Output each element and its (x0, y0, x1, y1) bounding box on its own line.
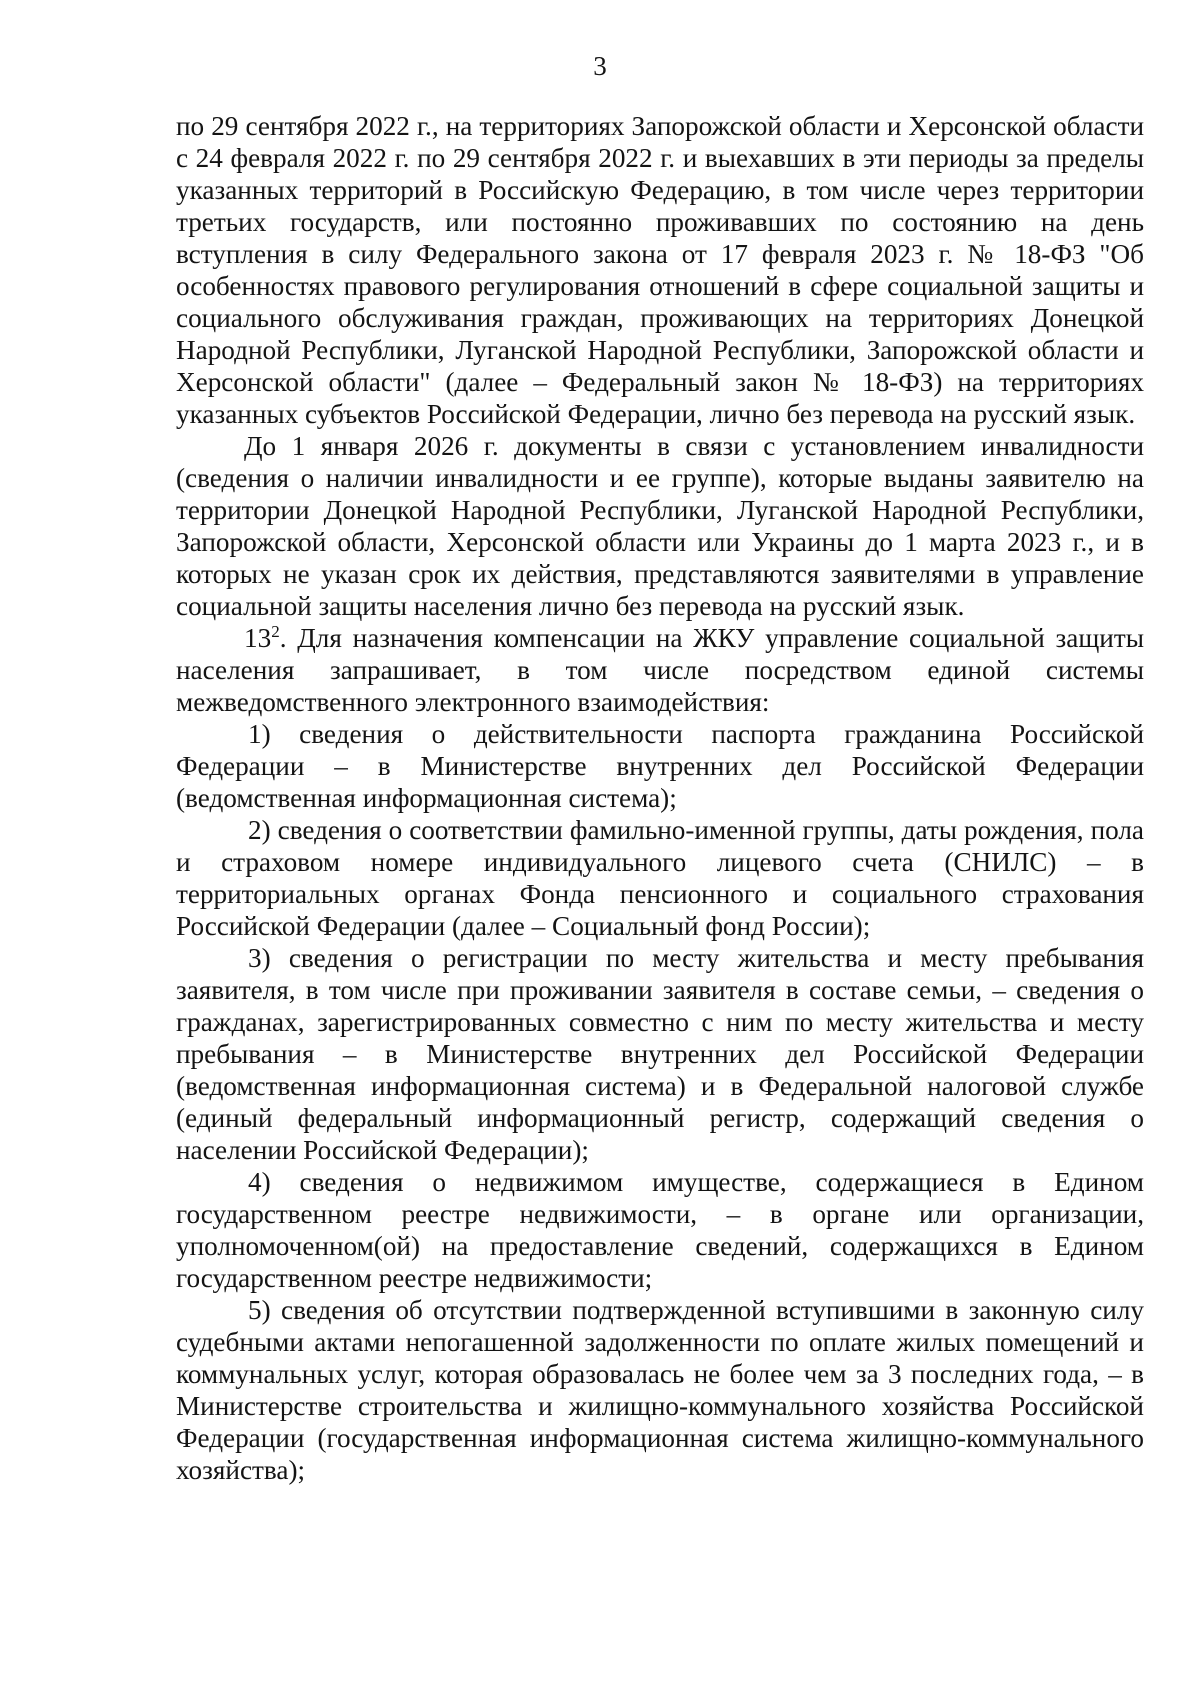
list-item-1-passport: 1) сведения о действительности паспорта гражданина Российской Федерации – в Министерстве внутренних дел Российской Федерации (ведомственная информационная система); (176, 719, 1144, 813)
clause-13-2 (176, 622, 1144, 718)
clause-number: 13 (244, 623, 272, 653)
list-item-2-snils: 2) сведения о соответствии фамильно-именной группы, даты рождения, пола и страховом номере индивидуального лицевого счета (СНИЛС) – в территориальных органах Фонда пенсионного и социального страхования Российской Федерации (далее – Социальный фонд России); (176, 815, 1144, 941)
list-item-5-debt: 5) сведения об отсутствии подтвержденной вступившими в законную силу судебными актами непогашенной задолженности по оплате жилых помещений и коммунальных услуг, которая образовалась не более чем за 3 последних года, – в Министерстве строительства и жилищно-коммунального хозяйства Российской Федерации (государственная информационная система жилищно-коммунального хозяйства); (176, 1295, 1144, 1485)
clause-text: . Для назначения компенсации на ЖКУ управление социальной защиты населения запрашивает, в том числе посредством единой системы межведомственного электронного взаимодействия: (176, 623, 1144, 717)
list-item-3-registration: 3) сведения о регистрации по месту жительства и месту пребывания заявителя, в том числе при проживании заявителя в составе семьи, – сведения о гражданах, зарегистрированных совместно с ним по месту жительства и месту пребывания – в Министерстве внутренних дел Российской Федерации (ведомственная информационная система) и в Федеральной налоговой службе (единый федеральный информационный регистр, содержащий сведения о населении Российской Федерации); (176, 943, 1144, 1165)
clause-superscript: 2 (271, 622, 280, 641)
paragraph-continuation: по 29 сентября 2022 г., на территориях Запорожской области и Херсонской области с 24 февраля 2022 г. по 29 сентября 2022 г. и выехавших в эти периоды за пределы указанных территорий в Российскую Федерацию, в том числе через территории третьих государств, или постоянно проживавших по состоянию на день вступления в силу Федерального закона от 17 февраля 2023 г. № 18-ФЗ "Об особенностях правового регулирования отношений в сфере социальной защиты и социального обслуживания граждан, проживающих на территориях Донецкой Народной Республики, Луганской Народной Республики, Запорожской области и Херсонской области" (далее – Федеральный закон № 18-ФЗ) на территориях указанных субъектов Российской Федерации, лично без перевода на русский язык. (176, 111, 1144, 429)
document-body (176, 110, 1144, 1486)
paragraph-disability-documents: До 1 января 2026 г. документы в связи с установлением инвалидности (сведения о наличии инвалидности и ее группе), которые выданы заявителю на территории Донецкой Народной Республики, Луганской Народной Республики, Запорожской области, Херсонской области или Украины до 1 марта 2023 г., и в которых не указан срок их действия, представляются заявителями в управление социальной защиты населения лично без перевода на русский язык. (176, 431, 1144, 621)
list-item-4-real-estate: 4) сведения о недвижимом имуществе, содержащиеся в Едином государственном реестре недвижимости, – в органе или организации, уполномоченном(ой) на предоставление сведений, содержащихся в Едином государственном реестре недвижимости; (176, 1167, 1144, 1293)
page-number: 3 (593, 51, 607, 81)
